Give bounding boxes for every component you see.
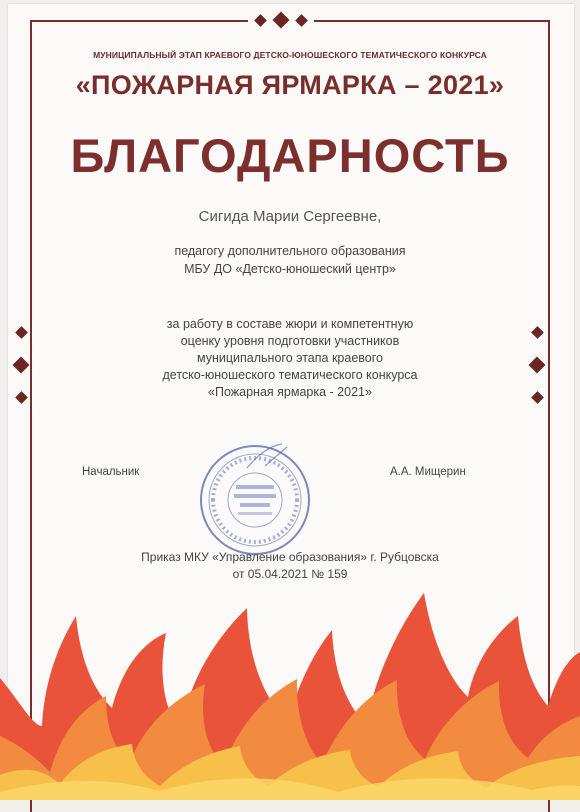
award-reason-line: за работу в составе жюри и компетентную	[166, 317, 414, 331]
contest-subtitle: МУНИЦИПАЛЬНЫЙ ЭТАП КРАЕВОГО ДЕТСКО-ЮНОШЕСКОГО ТЕМАТИЧЕСКОГО КОНКУРСА	[93, 50, 487, 60]
award-reason-line: детско-юношеского тематического конкурса	[162, 368, 418, 382]
recipient-name: Сигида Марии Сергеевне,	[198, 208, 382, 225]
flames-decoration	[0, 560, 580, 800]
order-reference-line: Приказ МКУ «Управление образования» г. Рубцовска	[141, 550, 439, 564]
signer-title: Начальник	[82, 466, 140, 478]
diamond-icon	[295, 14, 308, 27]
award-reason-line: муниципального этапа краевого	[197, 351, 383, 365]
top-diamond-ornament	[248, 14, 314, 26]
recipient-position	[0, 242, 580, 278]
contest-title: «ПОЖАРНАЯ ЯРМАРКА – 2021»	[75, 70, 505, 100]
order-reference-line: от 05.04.2021 № 159	[232, 567, 348, 581]
award-reason-line: «Пожарная ярмарка - 2021»	[208, 385, 372, 399]
signer-name: А.А. Мищерин	[390, 466, 466, 478]
diamond-icon	[273, 12, 290, 29]
certificate-heading: БЛАГОДАРНОСТЬ	[70, 129, 510, 182]
official-stamp-icon	[195, 440, 315, 560]
recipient-position-line: МБУ ДО «Детско-юношеский центр»	[184, 262, 396, 276]
diamond-icon	[254, 14, 267, 27]
award-reason-line: оценку уровня подготовки участников	[180, 334, 400, 348]
recipient-position-line: педагогу дополнительного образования	[174, 244, 406, 258]
award-reason	[0, 316, 580, 401]
